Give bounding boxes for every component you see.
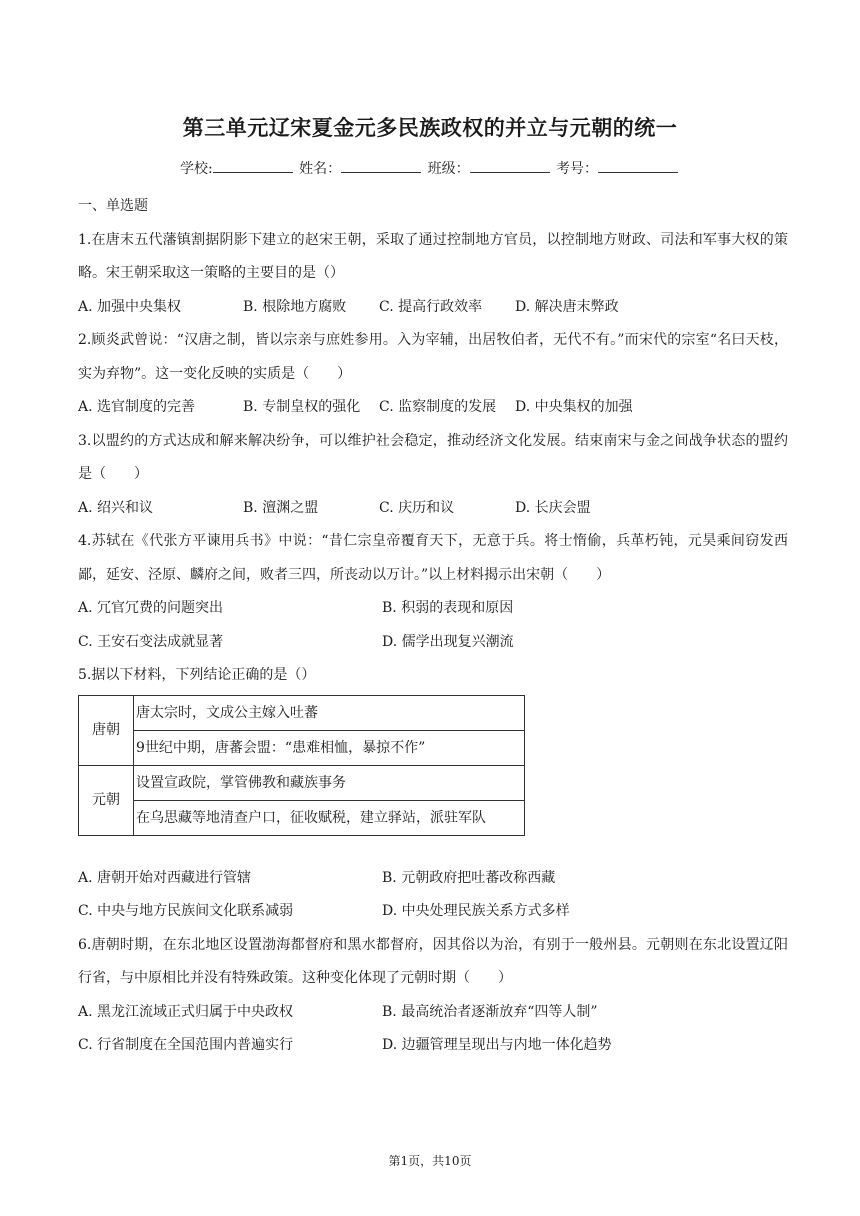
- option-b: B. 最高统治者逐渐放弃“四等人制”: [382, 1003, 598, 1020]
- options-row: [78, 291, 788, 325]
- school-blank: [213, 160, 293, 173]
- table-row: [79, 800, 525, 835]
- dynasty-cell: 元朝: [79, 765, 134, 835]
- option-c: C. 行省制度在全国范围内普遍实行: [78, 1037, 294, 1053]
- student-info-line: [0, 158, 860, 178]
- question-4: [78, 525, 788, 659]
- option-c: C. 王安石变法成就显著: [78, 633, 224, 650]
- option-d: D. 解决唐末弊政: [515, 298, 619, 315]
- option-b: B. 根除地方腐败: [243, 298, 347, 315]
- options-row: [78, 996, 788, 1030]
- option-b: B. 专制皇权的强化: [243, 399, 361, 415]
- question-list: [78, 190, 788, 1063]
- name-label: 姓名：: [299, 161, 342, 177]
- option-a: A. 唐朝开始对西藏进行管辖: [78, 869, 252, 886]
- option-b: B. 元朝政府把吐蕃改称西藏: [382, 869, 556, 886]
- question-6: [78, 929, 788, 1063]
- options-row: [78, 492, 788, 526]
- option-d: D. 中央集权的加强: [515, 399, 633, 415]
- exam-number-label: 考号：: [556, 161, 599, 177]
- question-text: 2.顾炎武曾说：“汉唐之制，皆以宗亲与庶姓参用。入为宰辅，出居牧伯者，无代不有。”而宋代的宗室“名曰天枝，实为弃物”。这一变化反映的实质是（ ）: [78, 332, 788, 382]
- option-a: A. 选官制度的完善: [78, 399, 196, 415]
- question-2: [78, 324, 788, 425]
- section-heading: 一、单选题: [78, 198, 148, 214]
- event-cell: 设置宣政院，掌管佛教和藏族事务: [134, 765, 525, 800]
- option-a: A. 冗官冗费的问题突出: [78, 600, 224, 616]
- option-d: D. 边疆管理呈现出与内地一体化趋势: [382, 1037, 612, 1053]
- option-c: C. 监察制度的发展: [379, 399, 497, 415]
- class-label: 班级：: [427, 161, 470, 177]
- material-table: [78, 695, 525, 836]
- name-blank: [341, 160, 421, 173]
- option-a: A. 加强中央集权: [78, 298, 182, 315]
- event-cell: 唐太宗时，文成公主嫁入吐蕃: [134, 695, 525, 730]
- option-c: C. 庆历和议: [379, 499, 455, 516]
- question-5: [78, 659, 788, 929]
- table-row: [79, 765, 525, 800]
- question-text: 4.苏轼在《代张方平谏用兵书》中说：“昔仁宗皇帝覆育天下，无意于兵。将士惰偷，兵革朽钝，元昊乘间窃发西鄙，延安、泾原、麟府之间，败者三四，所丧动以万计。”以上材料揭示出宋朝（ ）: [78, 533, 788, 583]
- options-row: [78, 862, 788, 896]
- question-text: 5.据以下材料，下列结论正确的是（）: [78, 667, 316, 683]
- option-d: D. 中央处理民族关系方式多样: [382, 903, 570, 919]
- event-cell: 在乌思藏等地清查户口，征收赋税，建立驿站，派驻军队: [134, 800, 525, 835]
- question-3: [78, 425, 788, 526]
- option-c: C. 提高行政效率: [379, 298, 483, 315]
- option-d: D. 长庆会盟: [515, 499, 591, 516]
- question-1: [78, 224, 788, 325]
- option-b: B. 澶渊之盟: [243, 499, 319, 516]
- page-title: 第三单元辽宋夏金元多民族政权的并立与元朝的统一: [182, 116, 678, 140]
- options-row: [78, 626, 788, 660]
- options-row: [78, 1029, 788, 1063]
- table-row: [79, 730, 525, 765]
- event-cell: 9世纪中期，唐蕃会盟：“患难相恤，暴掠不作”: [134, 730, 525, 765]
- table-row: [79, 695, 525, 730]
- dynasty-cell: 唐朝: [79, 695, 134, 765]
- option-a: A. 绍兴和议: [78, 499, 154, 516]
- exam-number-blank: [598, 160, 678, 173]
- class-blank: [470, 160, 550, 173]
- question-text: 3.以盟约的方式达成和解来解决纷争，可以维护社会稳定，推动经济文化发展。结束南宋与金之间战争状态的盟约是（ ）: [78, 432, 788, 482]
- option-c: C. 中央与地方民族间文化联系减弱: [78, 903, 294, 919]
- options-row: [78, 895, 788, 929]
- question-text: 6.唐朝时期，在东北地区设置渤海都督府和黑水都督府，因其俗以为治，有别于一般州县。元朝则在东北设置辽阳行省，与中原相比并没有特殊政策。这种变化体现了元朝时期（ ）: [78, 936, 788, 986]
- question-text: 1.在唐末五代藩镇割据阴影下建立的赵宋王朝，采取了通过控制地方官员，以控制地方财政、司法和军事大权的策略。宋王朝采取这一策略的主要目的是（）: [78, 231, 788, 281]
- options-row: [78, 592, 788, 626]
- option-b: B. 积弱的表现和原因: [382, 600, 514, 616]
- page-number: 第1页，共10页: [388, 1154, 472, 1168]
- option-a: A. 黑龙江流域正式归属于中央政权: [78, 1003, 294, 1020]
- school-label: 学校:: [179, 161, 213, 177]
- option-d: D. 儒学出现复兴潮流: [382, 633, 514, 650]
- options-row: [78, 391, 788, 425]
